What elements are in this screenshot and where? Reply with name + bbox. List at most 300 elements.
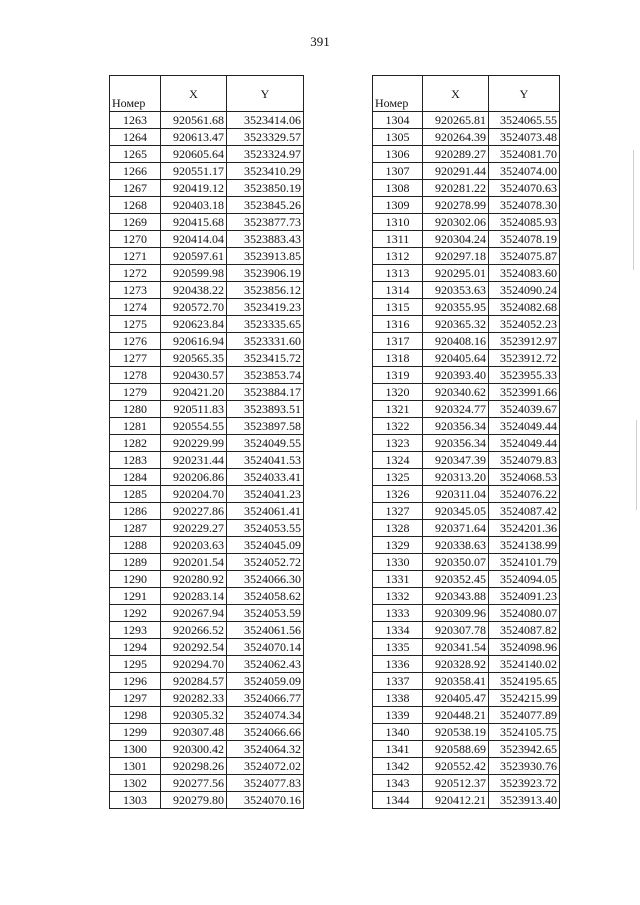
cell-x: 920229.99 [161, 435, 227, 452]
cell-x: 920265.81 [423, 112, 489, 129]
cell-x: 920328.92 [423, 656, 489, 673]
cell-y: 3524049.44 [489, 435, 560, 452]
cell-y: 3524079.83 [489, 452, 560, 469]
cell-x: 920511.83 [161, 401, 227, 418]
cell-number: 1318 [373, 350, 423, 367]
cell-x: 920302.06 [423, 214, 489, 231]
cell-number: 1297 [110, 690, 161, 707]
cell-y: 3523324.97 [227, 146, 304, 163]
cell-y: 3524077.83 [227, 775, 304, 792]
table-row [373, 435, 560, 452]
cell-y: 3524061.56 [227, 622, 304, 639]
cell-number: 1324 [373, 452, 423, 469]
cell-number: 1298 [110, 707, 161, 724]
cell-number: 1320 [373, 384, 423, 401]
cell-number: 1272 [110, 265, 161, 282]
table-row [373, 214, 560, 231]
table-row [110, 265, 304, 282]
cell-y: 3523883.43 [227, 231, 304, 248]
table-row [110, 469, 304, 486]
cell-number: 1282 [110, 435, 161, 452]
table-row [373, 316, 560, 333]
cell-y: 3524085.93 [489, 214, 560, 231]
table-row [110, 690, 304, 707]
cell-y: 3524073.48 [489, 129, 560, 146]
table-row [373, 707, 560, 724]
cell-x: 920203.63 [161, 537, 227, 554]
cell-number: 1317 [373, 333, 423, 350]
table-row [373, 265, 560, 282]
cell-y: 3524072.02 [227, 758, 304, 775]
table-row [373, 486, 560, 503]
cell-x: 920338.63 [423, 537, 489, 554]
cell-x: 920561.68 [161, 112, 227, 129]
cell-x: 920313.20 [423, 469, 489, 486]
cell-y: 3524059.09 [227, 673, 304, 690]
cell-x: 920393.40 [423, 367, 489, 384]
table-row [373, 605, 560, 622]
cell-y: 3524087.82 [489, 622, 560, 639]
table-row [110, 163, 304, 180]
cell-x: 920284.57 [161, 673, 227, 690]
cell-x: 920282.33 [161, 690, 227, 707]
cell-y: 3523912.72 [489, 350, 560, 367]
cell-x: 920412.21 [423, 792, 489, 809]
cell-y: 3523410.29 [227, 163, 304, 180]
table-row [373, 129, 560, 146]
cell-y: 3524090.24 [489, 282, 560, 299]
cell-number: 1286 [110, 503, 161, 520]
cell-number: 1274 [110, 299, 161, 316]
table-row [373, 741, 560, 758]
cell-number: 1270 [110, 231, 161, 248]
cell-x: 920280.92 [161, 571, 227, 588]
cell-number: 1280 [110, 401, 161, 418]
cell-y: 3523414.06 [227, 112, 304, 129]
header-y: Y [227, 76, 304, 112]
table-row [110, 520, 304, 537]
cell-x: 920229.27 [161, 520, 227, 537]
cell-y: 3523845.26 [227, 197, 304, 214]
cell-x: 920305.32 [161, 707, 227, 724]
cell-number: 1342 [373, 758, 423, 775]
cell-number: 1266 [110, 163, 161, 180]
cell-x: 920291.44 [423, 163, 489, 180]
cell-number: 1288 [110, 537, 161, 554]
cell-y: 3524094.05 [489, 571, 560, 588]
table-row [110, 503, 304, 520]
cell-y: 3524068.53 [489, 469, 560, 486]
table-row [373, 673, 560, 690]
table-row [373, 622, 560, 639]
cell-y: 3523912.97 [489, 333, 560, 350]
cell-y: 3523893.51 [227, 401, 304, 418]
cell-y: 3524052.72 [227, 554, 304, 571]
cell-number: 1326 [373, 486, 423, 503]
cell-y: 3524078.30 [489, 197, 560, 214]
cell-y: 3524195.65 [489, 673, 560, 690]
cell-x: 920597.61 [161, 248, 227, 265]
cell-x: 920588.69 [423, 741, 489, 758]
table-row [373, 656, 560, 673]
cell-x: 920421.20 [161, 384, 227, 401]
cell-number: 1279 [110, 384, 161, 401]
table-row [110, 792, 304, 809]
cell-x: 920355.95 [423, 299, 489, 316]
header-y: Y [489, 76, 560, 112]
cell-y: 3524066.77 [227, 690, 304, 707]
cell-x: 920304.24 [423, 231, 489, 248]
cell-y: 3524201.36 [489, 520, 560, 537]
cell-number: 1263 [110, 112, 161, 129]
cell-y: 3523853.74 [227, 367, 304, 384]
table-row [373, 639, 560, 656]
table-row [373, 588, 560, 605]
cell-y: 3524070.16 [227, 792, 304, 809]
cell-number: 1278 [110, 367, 161, 384]
table-row [373, 112, 560, 129]
cell-x: 920343.88 [423, 588, 489, 605]
cell-number: 1264 [110, 129, 161, 146]
cell-number: 1284 [110, 469, 161, 486]
cell-x: 920415.68 [161, 214, 227, 231]
table-row [110, 724, 304, 741]
cell-y: 3523850.19 [227, 180, 304, 197]
cell-y: 3524075.87 [489, 248, 560, 265]
cell-number: 1296 [110, 673, 161, 690]
table-row [373, 367, 560, 384]
cell-number: 1321 [373, 401, 423, 418]
cell-y: 3524062.43 [227, 656, 304, 673]
cell-x: 920277.56 [161, 775, 227, 792]
table-row [110, 622, 304, 639]
cell-number: 1328 [373, 520, 423, 537]
cell-y: 3524082.68 [489, 299, 560, 316]
table-row [373, 146, 560, 163]
cell-x: 920324.77 [423, 401, 489, 418]
cell-y: 3524215.99 [489, 690, 560, 707]
cell-number: 1336 [373, 656, 423, 673]
cell-number: 1283 [110, 452, 161, 469]
table-row [110, 435, 304, 452]
cell-x: 920292.54 [161, 639, 227, 656]
cell-x: 920307.78 [423, 622, 489, 639]
table-row [110, 214, 304, 231]
cell-y: 3524039.67 [489, 401, 560, 418]
table-row [110, 673, 304, 690]
table-row [110, 588, 304, 605]
cell-x: 920309.96 [423, 605, 489, 622]
cell-y: 3524058.62 [227, 588, 304, 605]
cell-number: 1330 [373, 554, 423, 571]
header-x: X [423, 76, 489, 112]
cell-number: 1268 [110, 197, 161, 214]
cell-number: 1292 [110, 605, 161, 622]
cell-y: 3524064.32 [227, 741, 304, 758]
cell-x: 920300.42 [161, 741, 227, 758]
coordinates-table-right [372, 75, 560, 809]
cell-y: 3524098.96 [489, 639, 560, 656]
table-row [110, 146, 304, 163]
cell-y: 3524101.79 [489, 554, 560, 571]
coordinates-table-left [109, 75, 304, 809]
cell-number: 1312 [373, 248, 423, 265]
table-row [373, 690, 560, 707]
cell-y: 3524138.99 [489, 537, 560, 554]
cell-x: 920358.41 [423, 673, 489, 690]
cell-y: 3524091.23 [489, 588, 560, 605]
cell-number: 1304 [373, 112, 423, 129]
cell-number: 1294 [110, 639, 161, 656]
table-row [110, 418, 304, 435]
cell-number: 1307 [373, 163, 423, 180]
table-row [373, 197, 560, 214]
cell-y: 3523955.33 [489, 367, 560, 384]
cell-y: 3523991.66 [489, 384, 560, 401]
scan-artifact-line [633, 150, 634, 270]
table-row [110, 707, 304, 724]
cell-y: 3523856.12 [227, 282, 304, 299]
cell-number: 1300 [110, 741, 161, 758]
cell-x: 920283.14 [161, 588, 227, 605]
cell-y: 3523906.19 [227, 265, 304, 282]
cell-x: 920289.27 [423, 146, 489, 163]
table-row [373, 231, 560, 248]
cell-number: 1265 [110, 146, 161, 163]
cell-x: 920403.18 [161, 197, 227, 214]
cell-y: 3524041.53 [227, 452, 304, 469]
cell-y: 3523419.23 [227, 299, 304, 316]
cell-y: 3524077.89 [489, 707, 560, 724]
header-number: Номер [373, 76, 423, 112]
table-row [110, 656, 304, 673]
cell-number: 1291 [110, 588, 161, 605]
cell-y: 3524049.55 [227, 435, 304, 452]
cell-x: 920356.34 [423, 435, 489, 452]
table-row [373, 537, 560, 554]
table-row [110, 197, 304, 214]
cell-x: 920565.35 [161, 350, 227, 367]
table-row [110, 180, 304, 197]
cell-x: 920552.42 [423, 758, 489, 775]
table-header-row [110, 76, 304, 112]
cell-x: 920267.94 [161, 605, 227, 622]
cell-x: 920347.39 [423, 452, 489, 469]
cell-y: 3523335.65 [227, 316, 304, 333]
cell-number: 1285 [110, 486, 161, 503]
cell-number: 1344 [373, 792, 423, 809]
cell-x: 920340.62 [423, 384, 489, 401]
cell-number: 1340 [373, 724, 423, 741]
table-row [110, 758, 304, 775]
cell-y: 3523913.85 [227, 248, 304, 265]
table-row [110, 554, 304, 571]
scan-artifact-line [636, 420, 637, 510]
cell-y: 3524033.41 [227, 469, 304, 486]
table-row [373, 452, 560, 469]
cell-y: 3524074.34 [227, 707, 304, 724]
cell-number: 1334 [373, 622, 423, 639]
table-row [110, 537, 304, 554]
cell-number: 1341 [373, 741, 423, 758]
cell-y: 3524061.41 [227, 503, 304, 520]
table-row [373, 248, 560, 265]
table-row [110, 401, 304, 418]
cell-y: 3523923.72 [489, 775, 560, 792]
cell-x: 920419.12 [161, 180, 227, 197]
cell-number: 1325 [373, 469, 423, 486]
cell-y: 3524041.23 [227, 486, 304, 503]
cell-number: 1319 [373, 367, 423, 384]
cell-x: 920538.19 [423, 724, 489, 741]
cell-y: 3524065.55 [489, 112, 560, 129]
cell-number: 1314 [373, 282, 423, 299]
table-row [110, 571, 304, 588]
cell-number: 1271 [110, 248, 161, 265]
table-row [373, 350, 560, 367]
cell-y: 3524087.42 [489, 503, 560, 520]
cell-x: 920201.54 [161, 554, 227, 571]
table-row [373, 401, 560, 418]
cell-number: 1338 [373, 690, 423, 707]
cell-x: 920353.63 [423, 282, 489, 299]
cell-y: 3524070.14 [227, 639, 304, 656]
cell-y: 3524045.09 [227, 537, 304, 554]
cell-number: 1290 [110, 571, 161, 588]
table-row [373, 384, 560, 401]
cell-number: 1315 [373, 299, 423, 316]
cell-y: 3524066.30 [227, 571, 304, 588]
table-row [110, 350, 304, 367]
cell-y: 3523884.17 [227, 384, 304, 401]
cell-x: 920295.01 [423, 265, 489, 282]
cell-x: 920572.70 [161, 299, 227, 316]
cell-number: 1303 [110, 792, 161, 809]
cell-number: 1269 [110, 214, 161, 231]
table-row [110, 333, 304, 350]
cell-x: 920616.94 [161, 333, 227, 350]
cell-number: 1276 [110, 333, 161, 350]
cell-x: 920414.04 [161, 231, 227, 248]
cell-number: 1323 [373, 435, 423, 452]
cell-number: 1343 [373, 775, 423, 792]
cell-y: 3524140.02 [489, 656, 560, 673]
cell-x: 920512.37 [423, 775, 489, 792]
cell-y: 3524053.55 [227, 520, 304, 537]
cell-x: 920352.45 [423, 571, 489, 588]
cell-x: 920311.04 [423, 486, 489, 503]
table-row [373, 503, 560, 520]
table-row [110, 367, 304, 384]
cell-number: 1302 [110, 775, 161, 792]
cell-number: 1281 [110, 418, 161, 435]
cell-number: 1313 [373, 265, 423, 282]
table-row [110, 316, 304, 333]
cell-x: 920430.57 [161, 367, 227, 384]
cell-y: 3524080.07 [489, 605, 560, 622]
cell-x: 920405.64 [423, 350, 489, 367]
header-x: X [161, 76, 227, 112]
cell-number: 1322 [373, 418, 423, 435]
cell-x: 920554.55 [161, 418, 227, 435]
cell-number: 1308 [373, 180, 423, 197]
cell-x: 920408.16 [423, 333, 489, 350]
table-row [110, 605, 304, 622]
table-row [373, 775, 560, 792]
cell-x: 920227.86 [161, 503, 227, 520]
table-row [373, 282, 560, 299]
cell-y: 3524078.19 [489, 231, 560, 248]
header-number: Номер [110, 76, 161, 112]
cell-x: 920294.70 [161, 656, 227, 673]
cell-number: 1295 [110, 656, 161, 673]
cell-x: 920204.70 [161, 486, 227, 503]
cell-x: 920297.18 [423, 248, 489, 265]
cell-x: 920279.80 [161, 792, 227, 809]
cell-x: 920281.22 [423, 180, 489, 197]
cell-x: 920605.64 [161, 146, 227, 163]
table-row [373, 792, 560, 809]
cell-y: 3524070.63 [489, 180, 560, 197]
cell-number: 1331 [373, 571, 423, 588]
cell-y: 3524081.70 [489, 146, 560, 163]
cell-number: 1287 [110, 520, 161, 537]
cell-number: 1309 [373, 197, 423, 214]
cell-number: 1316 [373, 316, 423, 333]
table-row [373, 180, 560, 197]
table-row [110, 486, 304, 503]
cell-x: 920350.07 [423, 554, 489, 571]
cell-y: 3524074.00 [489, 163, 560, 180]
cell-number: 1293 [110, 622, 161, 639]
cell-x: 920266.52 [161, 622, 227, 639]
cell-x: 920298.26 [161, 758, 227, 775]
cell-number: 1335 [373, 639, 423, 656]
cell-number: 1306 [373, 146, 423, 163]
cell-x: 920231.44 [161, 452, 227, 469]
cell-number: 1267 [110, 180, 161, 197]
table-row [110, 248, 304, 265]
cell-x: 920206.86 [161, 469, 227, 486]
cell-y: 3523331.60 [227, 333, 304, 350]
table-row [110, 112, 304, 129]
cell-y: 3524049.44 [489, 418, 560, 435]
cell-x: 920356.34 [423, 418, 489, 435]
table-header-row [373, 76, 560, 112]
cell-y: 3524083.60 [489, 265, 560, 282]
cell-y: 3524052.23 [489, 316, 560, 333]
table-row [373, 469, 560, 486]
cell-x: 920365.32 [423, 316, 489, 333]
cell-x: 920345.05 [423, 503, 489, 520]
cell-number: 1329 [373, 537, 423, 554]
cell-number: 1299 [110, 724, 161, 741]
table-row [110, 129, 304, 146]
cell-number: 1339 [373, 707, 423, 724]
cell-y: 3523415.72 [227, 350, 304, 367]
cell-x: 920264.39 [423, 129, 489, 146]
table-row [373, 758, 560, 775]
cell-number: 1311 [373, 231, 423, 248]
cell-x: 920599.98 [161, 265, 227, 282]
cell-y: 3523942.65 [489, 741, 560, 758]
cell-number: 1277 [110, 350, 161, 367]
cell-y: 3524076.22 [489, 486, 560, 503]
cell-number: 1310 [373, 214, 423, 231]
cell-y: 3524105.75 [489, 724, 560, 741]
cell-y: 3523877.73 [227, 214, 304, 231]
table-row [110, 384, 304, 401]
